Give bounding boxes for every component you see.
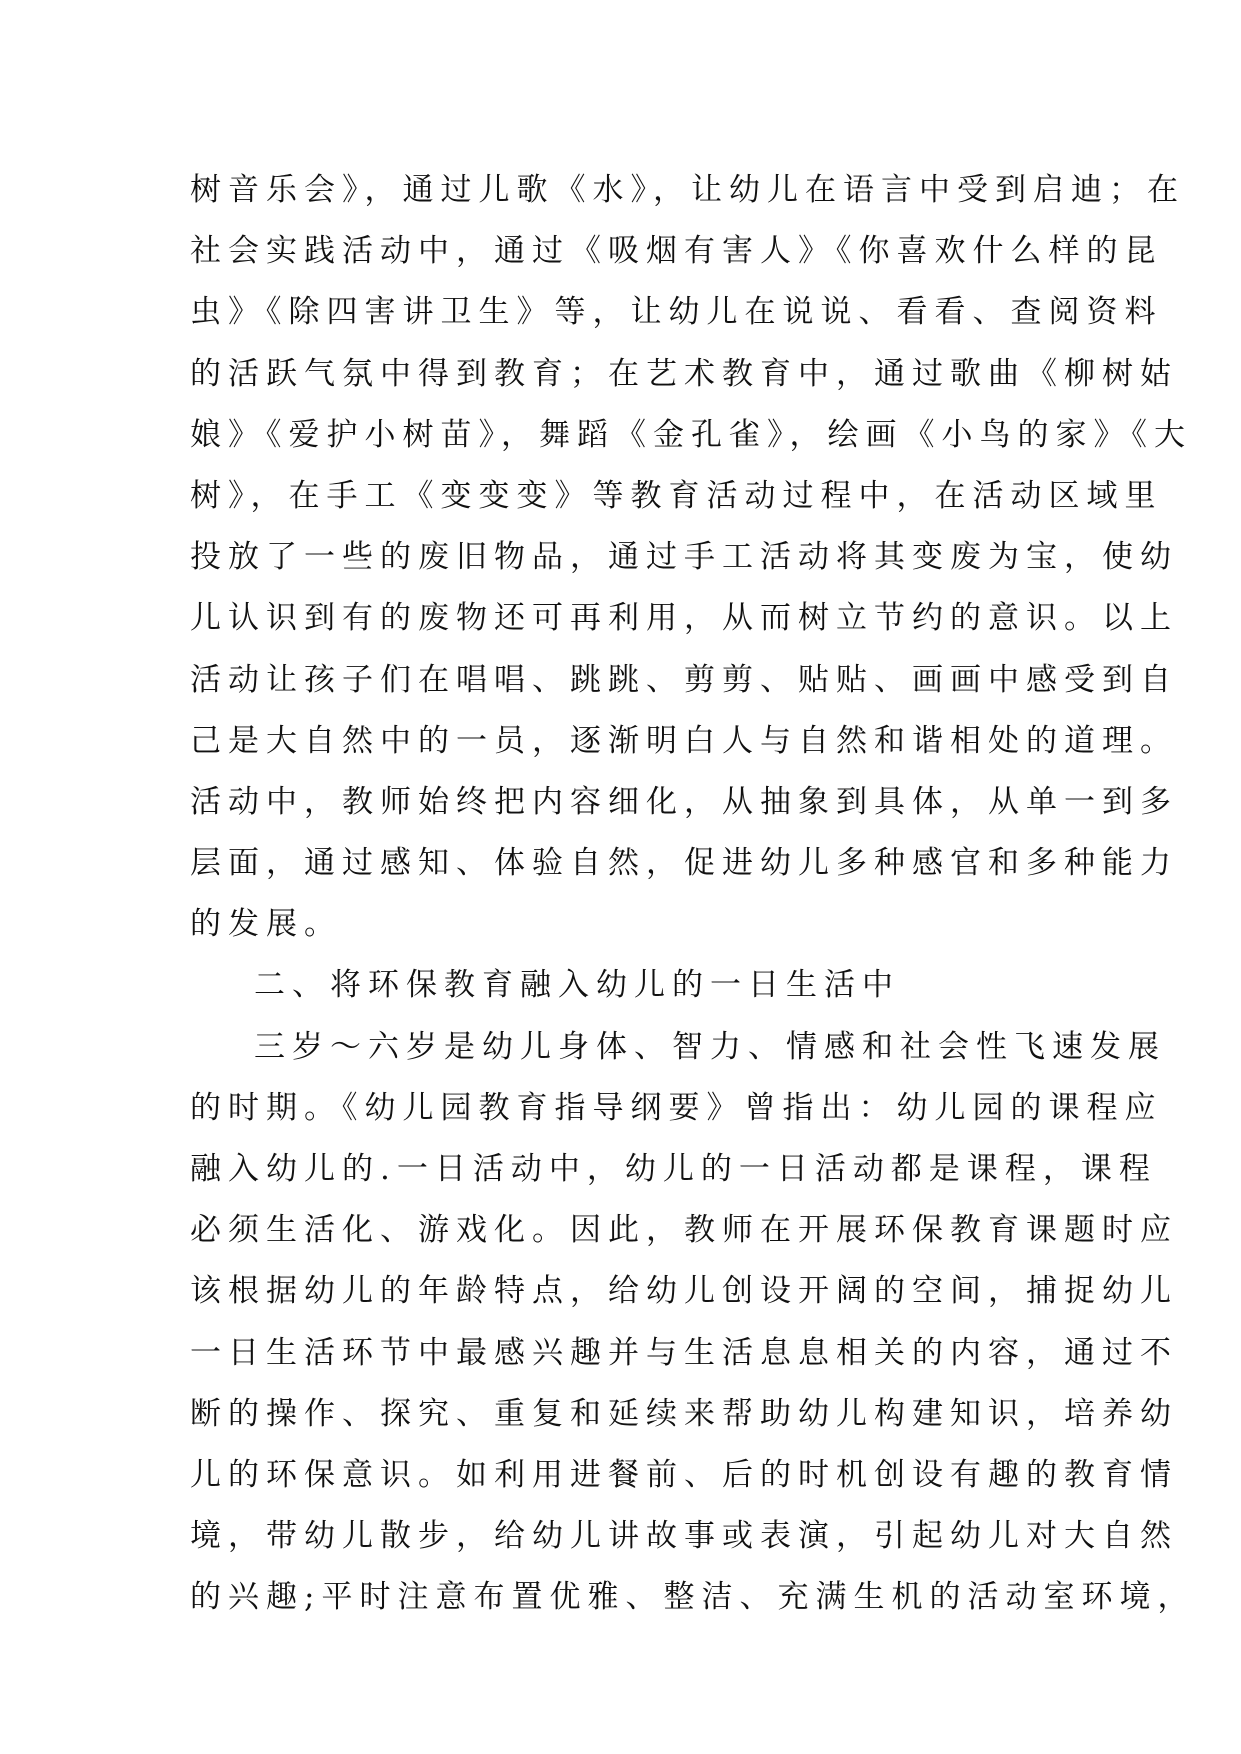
text-line: 该根据幼儿的年龄特点，给幼儿创设开阔的空间，捕捉幼儿	[190, 1273, 1178, 1310]
text-line: 树音乐会》，通过儿歌《水》，让幼儿在语言中受到启迪；在	[190, 172, 1185, 208]
text-line: 的活跃气氛中得到教育；在艺术教育中，通过歌曲《柳树姑	[190, 355, 1178, 392]
text-line: 一日生活环节中最感兴趣并与生活息息相关的内容，通过不	[190, 1334, 1178, 1371]
text-line: 树》，在手工《变变变》等教育活动过程中，在活动区域里	[190, 477, 1163, 514]
text-line: 儿认识到有的废物还可再利用，从而树立节约的意识。以上	[190, 600, 1178, 637]
text-line: 社会实践活动中，通过《吸烟有害人》《你喜欢什么样的昆	[190, 233, 1163, 270]
text-line: 层面，通过感知、体验自然，促进幼儿多种感官和多种能力	[190, 845, 1178, 882]
text-line: 儿的环保意识。如利用进餐前、后的时机创设有趣的教育情	[190, 1456, 1178, 1493]
text-line: 投放了一些的废旧物品，通过手工活动将其变废为宝，使幼	[190, 539, 1178, 576]
document-page	[190, 160, 1196, 1629]
text-line: 活动中，教师始终把内容细化，从抽象到具体，从单一到多	[190, 783, 1178, 820]
text-line: 的兴趣;平时注意布置优雅、整洁、充满生机的活动室环境，	[190, 1579, 1196, 1616]
text-line: 己是大自然中的一员，逐渐明白人与自然和谐相处的道理。	[190, 722, 1178, 759]
text-line: 娘》《爱护小树苗》，舞蹈《金孔雀》，绘画《小鸟的家》《大	[190, 416, 1192, 453]
text-line: 融入幼儿的.一日活动中，幼儿的一日活动都是课程，课程	[190, 1151, 1157, 1187]
text-line: 的发展。	[190, 906, 342, 943]
text-line: 境，带幼儿散步，给幼儿讲故事或表演，引起幼儿对大自然	[190, 1518, 1178, 1555]
text-line: 的时期。《幼儿园教育指导纲要》曾指出：幼儿园的课程应	[190, 1089, 1163, 1126]
text-line: 虫》《除四害讲卫生》等，让幼儿在说说、看看、查阅资料	[190, 294, 1163, 331]
section-heading: 二、将环保教育融入幼儿的一日生活中	[254, 967, 900, 1004]
text-line: 必须生活化、游戏化。因此，教师在开展环保教育课题时应	[190, 1212, 1178, 1249]
paragraph-first-line: 三岁～六岁是幼儿身体、智力、情感和社会性飞速发展	[254, 1028, 1166, 1065]
text-line: 活动让孩子们在唱唱、跳跳、剪剪、贴贴、画画中感受到自	[190, 661, 1178, 698]
text-line: 断的操作、探究、重复和延续来帮助幼儿构建知识，培养幼	[190, 1395, 1178, 1432]
